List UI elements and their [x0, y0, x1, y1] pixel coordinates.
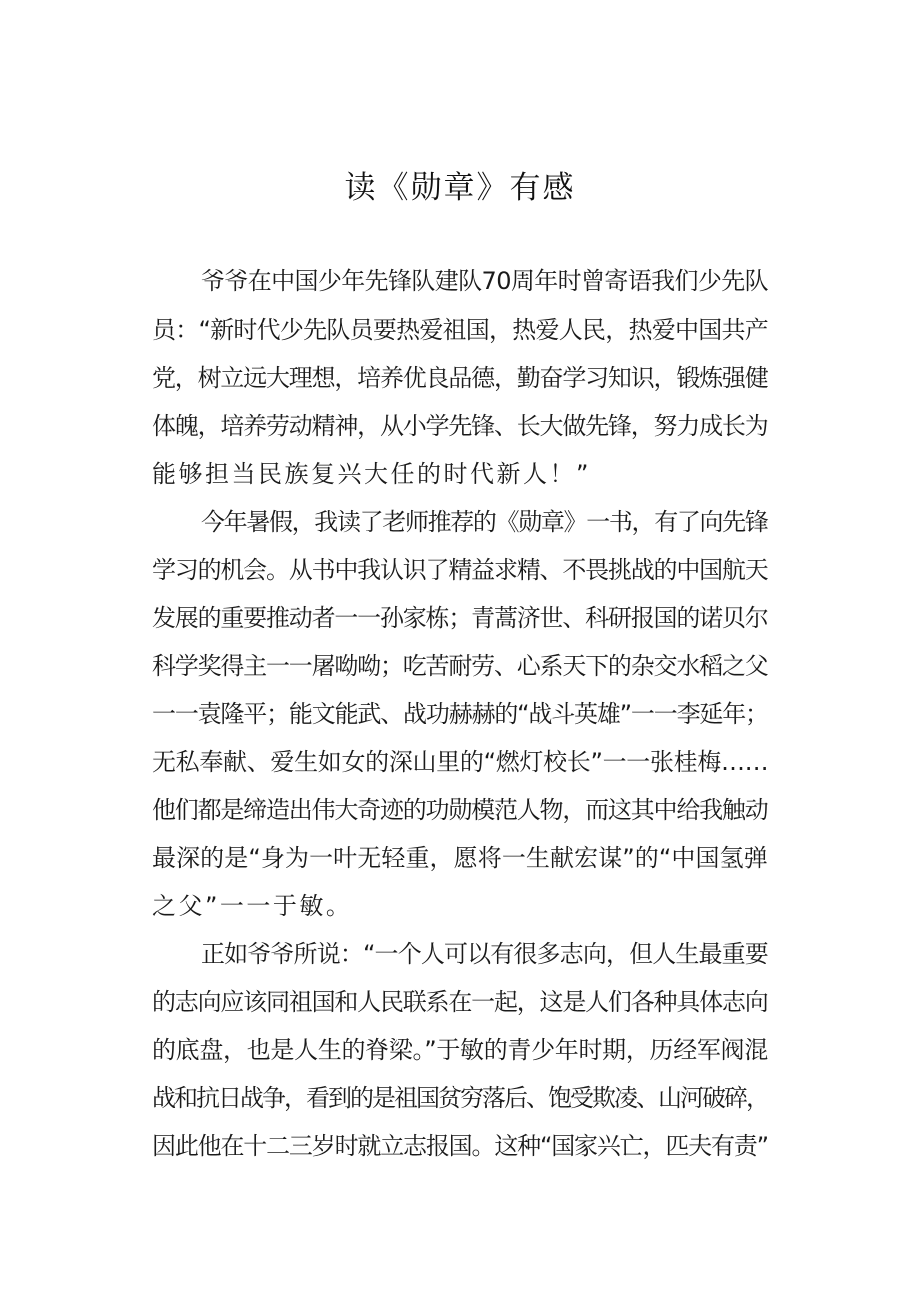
paragraph-1-line-5: 能够担当民族复兴大任的时代新人！”: [152, 460, 591, 488]
paragraph-3-line-1: 正如爷爷所说：“一个人可以有很多志向，但人生最重要: [201, 940, 768, 968]
paragraph-3-line-4: 战和抗日战争，看到的是祖国贫穷落后、饱受欺凌、山河破碎，: [152, 1084, 768, 1112]
paragraph-1-line-4: 体魄，培养劳动精神，从小学先锋、长大做先锋，努力成长为: [152, 412, 768, 440]
paragraph-2-line-2: 学习的机会。从书中我认识了精益求精、不畏挑战的中国航天: [152, 556, 768, 584]
paragraph-2-line-6: 无私奉献、爱生如女的深山里的“燃灯校长”一一张桂梅……: [152, 748, 769, 776]
paragraph-2-line-9: 之父”一一于敏。: [152, 892, 353, 920]
paragraph-1-line-1: 爷爷在中国少年先锋队建队70周年时曾寄语我们少先队: [201, 267, 769, 295]
paragraph-2-line-5: 一一袁隆平；能文能武、战功赫赫的“战斗英雄”一一李延年；: [152, 700, 768, 728]
paragraph-2-line-1: 今年暑假，我读了老师推荐的《勋章》一书，有了向先锋: [201, 508, 768, 536]
document-title: 读《勋章》有感: [344, 170, 576, 206]
paragraph-1-line-3: 党，树立远大理想，培养优良品德，勤奋学习知识，锻炼强健: [152, 364, 768, 392]
paragraph-3-line-2: 的志向应该同祖国和人民联系在一起，这是人们各种具体志向: [152, 988, 768, 1016]
paragraph-2-line-7: 他们都是缔造出伟大奇迹的功勋模范人物，而这其中给我触动: [152, 796, 768, 824]
paragraph-2-line-4: 科学奖得主一一屠呦呦；吃苦耐劳、心系天下的杂交水稻之父: [152, 652, 768, 680]
paragraph-1-line-2: 员：“新时代少先队员要热爱祖国，热爱人民，热爱中国共产: [152, 316, 768, 344]
paragraph-2-line-3: 发展的重要推动者一一孙家栋；青蒿济世、科研报国的诺贝尔: [152, 604, 768, 632]
paragraph-3-line-5: 因此他在十二三岁时就立志报国。这种“国家兴亡，匹夫有责”: [152, 1132, 768, 1160]
paragraph-2-line-8: 最深的是“身为一叶无轻重，愿将一生献宏谋”的“中国氢弹: [152, 844, 768, 872]
paragraph-3-line-3: 的底盘，也是人生的脊梁。”于敏的青少年时期，历经军阀混: [152, 1036, 768, 1064]
